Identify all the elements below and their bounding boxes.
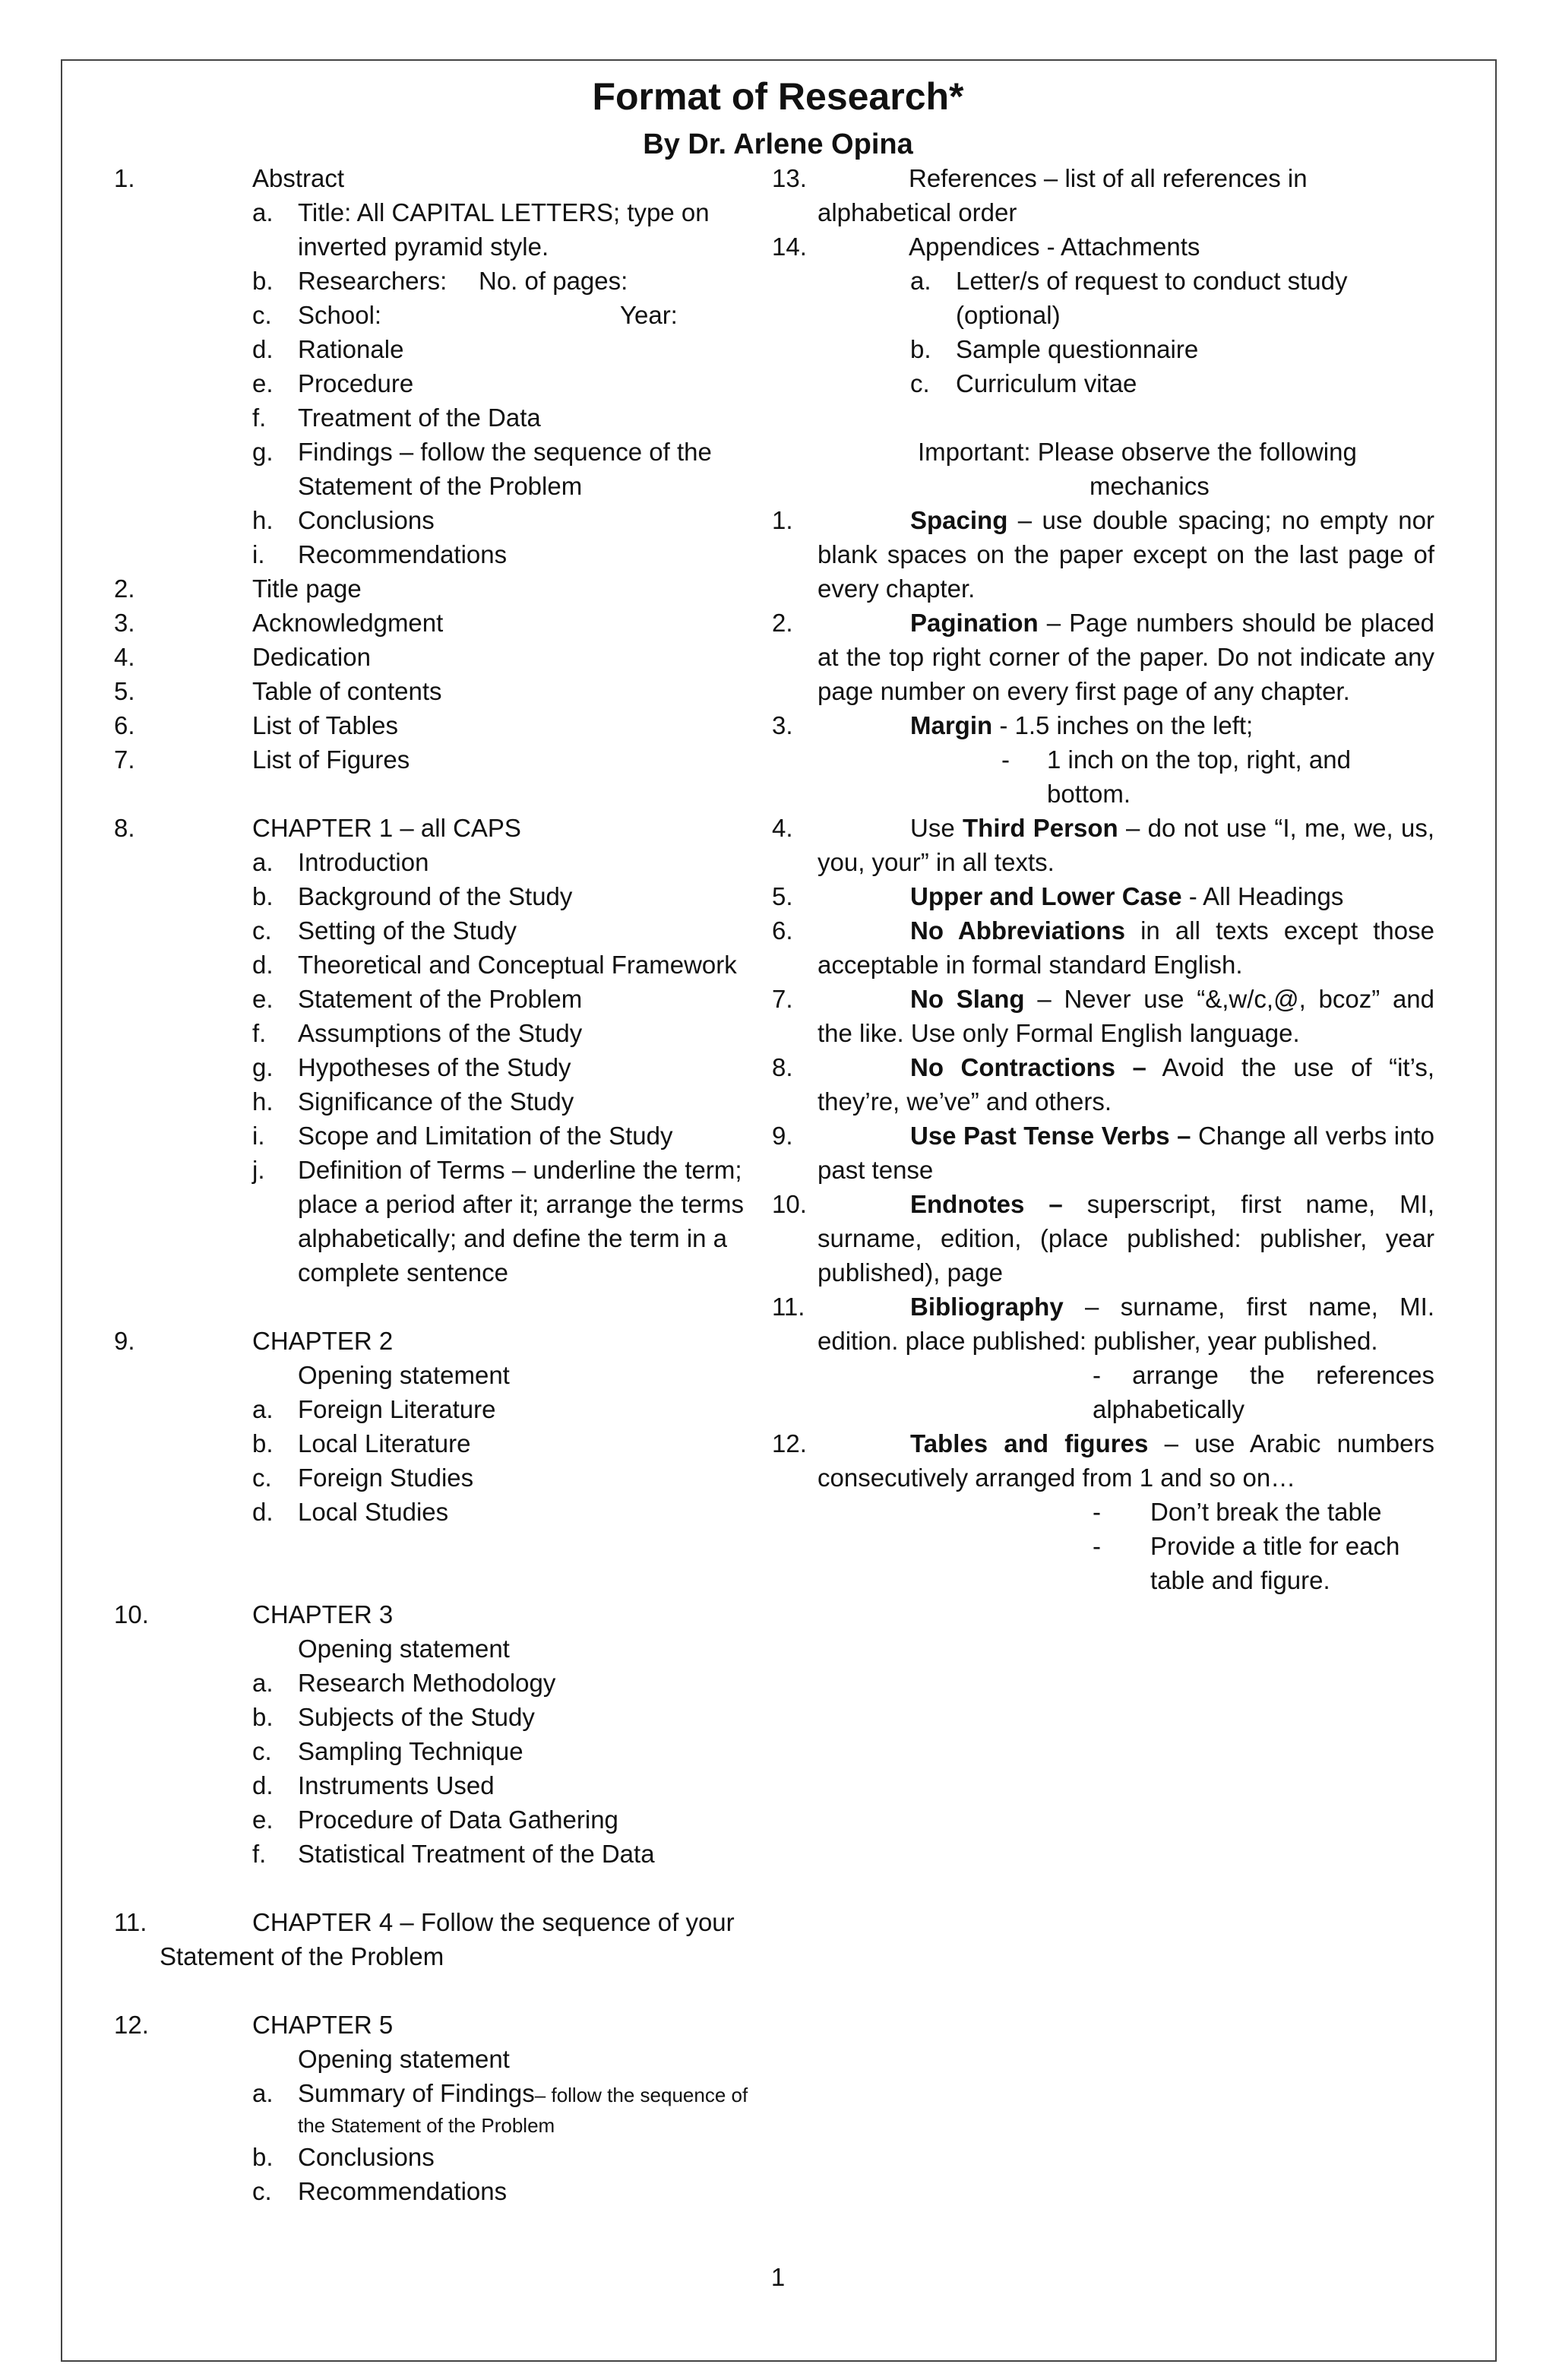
mechanics-heading: No Slang	[910, 985, 1025, 1013]
spacer	[114, 1290, 775, 1324]
sub-item	[114, 1734, 775, 1768]
mechanics-item	[772, 913, 1434, 982]
list-item	[114, 1597, 775, 1632]
sub-letter: c.	[252, 1737, 272, 1765]
mechanics-text: Change all verbs into past tense	[818, 1122, 1434, 1184]
item-number: 10.	[114, 1600, 149, 1628]
sub-letter: c.	[910, 369, 930, 397]
sub-letter: b.	[252, 267, 274, 295]
left-column	[114, 161, 775, 2208]
sub-text: Instruments Used	[298, 1771, 495, 1799]
sub-item	[114, 913, 775, 948]
sub-item	[114, 1016, 775, 1050]
item-number: 1.	[114, 164, 135, 192]
sub-item	[114, 503, 775, 537]
sub-item	[114, 845, 775, 879]
dash: -	[1093, 1498, 1101, 1526]
sub-item	[114, 1084, 775, 1119]
mechanics-item	[772, 811, 1434, 879]
list-item	[114, 742, 775, 777]
mechanics-item	[772, 982, 1434, 1050]
item-label: List of Tables	[252, 711, 399, 739]
sub-item	[772, 264, 1434, 332]
sub-letter: c.	[252, 916, 272, 945]
sub-text: Significance of the Study	[298, 1087, 574, 1116]
sub-item	[114, 1700, 775, 1734]
mechanics-text: – surname, first name, MI. edition. place published: publisher, year published.	[818, 1293, 1434, 1355]
mechanics-heading: Bibliography	[910, 1293, 1064, 1321]
dash: -	[1093, 1532, 1101, 1560]
item-number: 3.	[114, 609, 135, 637]
sub-text: Letter/s of request to conduct study (optional)	[956, 267, 1348, 329]
sub-text: Curriculum vitae	[956, 369, 1137, 397]
right-column	[772, 161, 1434, 1597]
sub-item	[114, 1495, 775, 1529]
list-item	[114, 571, 775, 606]
list-item	[114, 708, 775, 742]
sub-text: Assumptions of the Study	[298, 1019, 583, 1047]
sub-letter: a.	[252, 848, 274, 876]
sub-letter: b.	[252, 2143, 274, 2171]
item-number: 5.	[772, 882, 793, 910]
item-number: 9.	[772, 1122, 793, 1150]
sub-letter: d.	[252, 1771, 274, 1799]
item-label: Appendices - Attachments	[909, 233, 1200, 261]
sub-text: Findings – follow the sequence of the Statement of the Problem	[298, 438, 712, 500]
mechanics-text: – Page numbers should be placed at the top right corner of the paper. Do not indicate any page number on every first page of any chapter.	[818, 609, 1434, 705]
item-number: 12.	[114, 2011, 149, 2039]
item-label: CHAPTER 5	[252, 2011, 394, 2039]
mechanics-text: – Never use “&,w/c,@, bcoz” and the like. Use only Formal English language.	[818, 985, 1435, 1047]
sub-item	[114, 1392, 775, 1426]
mechanics-heading: Spacing	[910, 506, 1008, 534]
tables-sub	[772, 1495, 1434, 1529]
page-number: 1	[770, 2263, 786, 2291]
sub-text: Researchers:	[298, 267, 448, 295]
sub-item	[772, 332, 1434, 366]
mechanics-text: – use Arabic numbers consecutively arranged from 1 and so on…	[818, 1429, 1435, 1492]
sub-item	[114, 2174, 775, 2208]
sub-item	[114, 2042, 775, 2076]
mechanics-item	[772, 879, 1434, 913]
item-number: 2.	[772, 609, 793, 637]
mechanics-heading: Use Past Tense Verbs –	[910, 1122, 1191, 1150]
mechanics-text: – use double spacing; no empty nor blank spaces on the paper except on the last page of every chapter.	[818, 506, 1434, 603]
sub-item	[114, 195, 775, 264]
sub-item	[114, 1426, 775, 1461]
sub-letter: a.	[252, 198, 274, 226]
list-item	[114, 811, 775, 845]
item-number: 10.	[772, 1190, 807, 1218]
sub-item	[114, 1802, 775, 1837]
item-continuation: Statement of the Problem	[160, 1942, 444, 1970]
mechanics-text: Use	[910, 814, 963, 842]
item-label: Title page	[252, 574, 362, 603]
sub-letter: h.	[252, 1087, 274, 1116]
item-number: 11.	[772, 1293, 805, 1321]
sub-item	[114, 298, 775, 332]
item-label: Dedication	[252, 643, 371, 671]
sub-text: Summary of Findings	[298, 2079, 535, 2107]
item-number: 3.	[772, 711, 793, 739]
document-author: By Dr. Arlene Opina	[643, 128, 913, 160]
list-item	[114, 161, 775, 195]
mechanics-heading: Endnotes –	[910, 1190, 1063, 1218]
sub-text: Opening statement	[298, 2045, 510, 2073]
sub-letter: j.	[252, 1156, 265, 1184]
item-number: 7.	[114, 745, 135, 774]
mechanics-text: - All Headings	[1181, 882, 1344, 910]
sub-letter: d.	[252, 951, 274, 979]
mechanics-text: superscript, first name, MI, surname, edition, (place published: publisher, year published), page	[818, 1190, 1434, 1287]
sub-text: Foreign Studies	[298, 1464, 474, 1492]
sub-letter: c.	[252, 301, 272, 329]
sub-text: Foreign Literature	[298, 1395, 496, 1423]
list-item	[114, 1905, 775, 1939]
list-item	[114, 2008, 775, 2042]
mechanics-item	[772, 1426, 1434, 1495]
sub-item	[114, 332, 775, 366]
mechanics-heading: Upper and Lower Case	[910, 882, 1182, 910]
sub-text: Title: All CAPITAL LETTERS; type on inverted pyramid style.	[298, 198, 710, 261]
item-label: Table of contents	[252, 677, 442, 705]
sub-letter: i.	[252, 540, 265, 568]
sub-letter: g.	[252, 438, 274, 466]
mechanics-heading: Pagination	[910, 609, 1039, 637]
item-number: 11.	[114, 1908, 147, 1936]
tables-sub	[772, 1529, 1434, 1597]
sub-item	[114, 366, 775, 400]
sub-text: Treatment of the Data	[298, 404, 541, 432]
sub-letter: d.	[252, 1498, 274, 1526]
mechanics-item	[772, 708, 1434, 742]
sub-item	[114, 537, 775, 571]
bibliography-sub: - arrange the references alphabetically	[1093, 1361, 1434, 1423]
sub-letter: e.	[252, 985, 274, 1013]
sub-letter: a.	[252, 1669, 274, 1697]
sub-item	[772, 366, 1434, 400]
mechanics-heading: Margin	[910, 711, 993, 739]
sub-note: – follow the sequence of the Statement of the Problem	[298, 2084, 748, 2137]
sub-item	[114, 2076, 775, 2140]
document-title: Format of Research*	[592, 75, 964, 118]
sub-text: Hypotheses of the Study	[298, 1053, 571, 1081]
sub-text: Statement of the Problem	[298, 985, 583, 1013]
item-number: 14.	[772, 233, 807, 261]
sub-item	[114, 879, 775, 913]
sub-text: Conclusions	[298, 506, 435, 534]
item-label: CHAPTER 4 – Follow the sequence of your	[252, 1908, 735, 1936]
sub-letter: c.	[252, 1464, 272, 1492]
item-label: Acknowledgment	[252, 609, 444, 637]
mechanics-item	[772, 1050, 1434, 1119]
sub-letter: e.	[252, 1806, 274, 1834]
item-number: 12.	[772, 1429, 807, 1457]
item-number: 5.	[114, 677, 135, 705]
sub-item	[114, 982, 775, 1016]
sub-item	[114, 1461, 775, 1495]
item-number: 4.	[114, 643, 135, 671]
sub-letter: f.	[252, 404, 267, 432]
sub-letter: b.	[910, 335, 931, 363]
sub-text: Introduction	[298, 848, 429, 876]
sub-extra: Year:	[620, 301, 678, 329]
item-number: 8.	[772, 1053, 793, 1081]
sub-item	[114, 1358, 775, 1392]
sub-letter: a.	[910, 267, 931, 295]
sub-text: Local Studies	[298, 1498, 449, 1526]
item-label: CHAPTER 1 – all CAPS	[252, 814, 521, 842]
item-number: 9.	[114, 1327, 135, 1355]
sub-letter: c.	[252, 2177, 272, 2205]
sub-text: Theoretical and Conceptual Framework	[298, 951, 737, 979]
sub-item	[114, 948, 775, 982]
sub-letter: e.	[252, 369, 274, 397]
list-item	[114, 1324, 775, 1358]
spacer	[114, 777, 775, 811]
sub-text: Recommendations	[298, 540, 508, 568]
spacer	[114, 1973, 775, 2008]
sub-letter: b.	[252, 1703, 274, 1731]
item-number: 13.	[772, 164, 807, 192]
mechanics-text: in all texts except those acceptable in formal standard English.	[818, 916, 1434, 979]
sub-text: 1 inch on the top, right, and bottom.	[1047, 745, 1351, 808]
item-label: References – list of all references in	[909, 164, 1308, 192]
sub-letter: h.	[252, 506, 274, 534]
sub-text: Rationale	[298, 335, 404, 363]
sub-text: Local Literature	[298, 1429, 471, 1457]
list-item	[114, 674, 775, 708]
item-number: 6.	[772, 916, 793, 945]
sub-text: Provide a title for each table and figure.	[1150, 1532, 1400, 1594]
spacer	[114, 1871, 775, 1905]
sub-letter: g.	[252, 1053, 274, 1081]
item-label: CHAPTER 2	[252, 1327, 394, 1355]
sub-letter: a.	[252, 2079, 274, 2107]
mechanics-item	[772, 1187, 1434, 1290]
mechanics-item	[772, 1290, 1434, 1358]
item-number: 4.	[772, 814, 793, 842]
sub-text: Don’t break the table	[1150, 1498, 1382, 1526]
sub-item	[114, 1119, 775, 1153]
item-label: Abstract	[252, 164, 345, 192]
mechanics-item	[772, 1119, 1434, 1187]
sub-letter: i.	[252, 1122, 265, 1150]
important-note-cont: mechanics	[1090, 472, 1210, 500]
sub-extra: No. of pages:	[479, 267, 628, 295]
sub-text: Definition of Terms – underline the term; place a period after it; arrange the terms alphabetically; and define the term in a complete sentence	[298, 1156, 744, 1287]
sub-text: Background of the Study	[298, 882, 573, 910]
item-number: 1.	[772, 506, 793, 534]
sub-letter: d.	[252, 335, 274, 363]
sub-text: Opening statement	[298, 1635, 510, 1663]
sub-letter: a.	[252, 1395, 274, 1423]
item-number: 6.	[114, 711, 135, 739]
sub-item	[114, 1666, 775, 1700]
list-item	[772, 161, 1434, 195]
sub-item	[114, 400, 775, 435]
mechanics-text: – do not use “I, me, we, us, you, your” in all texts.	[818, 814, 1434, 876]
mechanics-heading: Third Person	[963, 814, 1118, 842]
sub-text: Research Methodology	[298, 1669, 556, 1697]
item-number: 8.	[114, 814, 135, 842]
sub-text: Procedure	[298, 369, 414, 397]
sub-text: Subjects of the Study	[298, 1703, 535, 1731]
list-item	[114, 640, 775, 674]
item-continuation: alphabetical order	[818, 198, 1017, 226]
sub-text: Setting of the Study	[298, 916, 517, 945]
mechanics-heading: No Abbreviations	[910, 916, 1125, 945]
sub-text: Conclusions	[298, 2143, 435, 2171]
item-number: 2.	[114, 574, 135, 603]
sub-text: Recommendations	[298, 2177, 508, 2205]
sub-item	[114, 1153, 775, 1290]
sub-text: Scope and Limitation of the Study	[298, 1122, 673, 1150]
sub-text: Opening statement	[298, 1361, 510, 1389]
sub-text: Sampling Technique	[298, 1737, 523, 1765]
mechanics-text: Avoid the use of “it’s, they’re, we’ve” and others.	[818, 1053, 1434, 1116]
sub-item	[114, 1632, 775, 1666]
mechanics-text: - 1.5 inches on the left;	[992, 711, 1254, 739]
mechanics-item	[772, 503, 1434, 606]
item-number: 7.	[772, 985, 793, 1013]
item-label: List of Figures	[252, 745, 410, 774]
list-item	[114, 606, 775, 640]
sub-letter: f.	[252, 1840, 267, 1868]
mechanics-item	[772, 606, 1434, 708]
sub-item	[114, 1837, 775, 1871]
important-note: Important: Please observe the following	[918, 438, 1357, 466]
sub-item	[114, 435, 775, 503]
item-label: CHAPTER 3	[252, 1600, 394, 1628]
sub-item	[114, 1768, 775, 1802]
mechanics-heading: No Contractions –	[910, 1053, 1146, 1081]
sub-text: Sample questionnaire	[956, 335, 1199, 363]
sub-letter: f.	[252, 1019, 267, 1047]
sub-item	[114, 264, 775, 298]
spacer	[114, 1563, 775, 1597]
spacer	[114, 1529, 775, 1563]
spacer	[772, 400, 1434, 435]
sub-item	[114, 2140, 775, 2174]
mechanics-heading: Tables and figures	[910, 1429, 1149, 1457]
sub-text: Procedure of Data Gathering	[298, 1806, 618, 1834]
sub-text: School:	[298, 301, 382, 329]
sub-letter: b.	[252, 1429, 274, 1457]
sub-item	[114, 1050, 775, 1084]
dash: -	[1001, 745, 1010, 774]
sub-text: Statistical Treatment of the Data	[298, 1840, 655, 1868]
list-item	[772, 229, 1434, 264]
margin-sub	[772, 742, 1434, 811]
sub-letter: b.	[252, 882, 274, 910]
